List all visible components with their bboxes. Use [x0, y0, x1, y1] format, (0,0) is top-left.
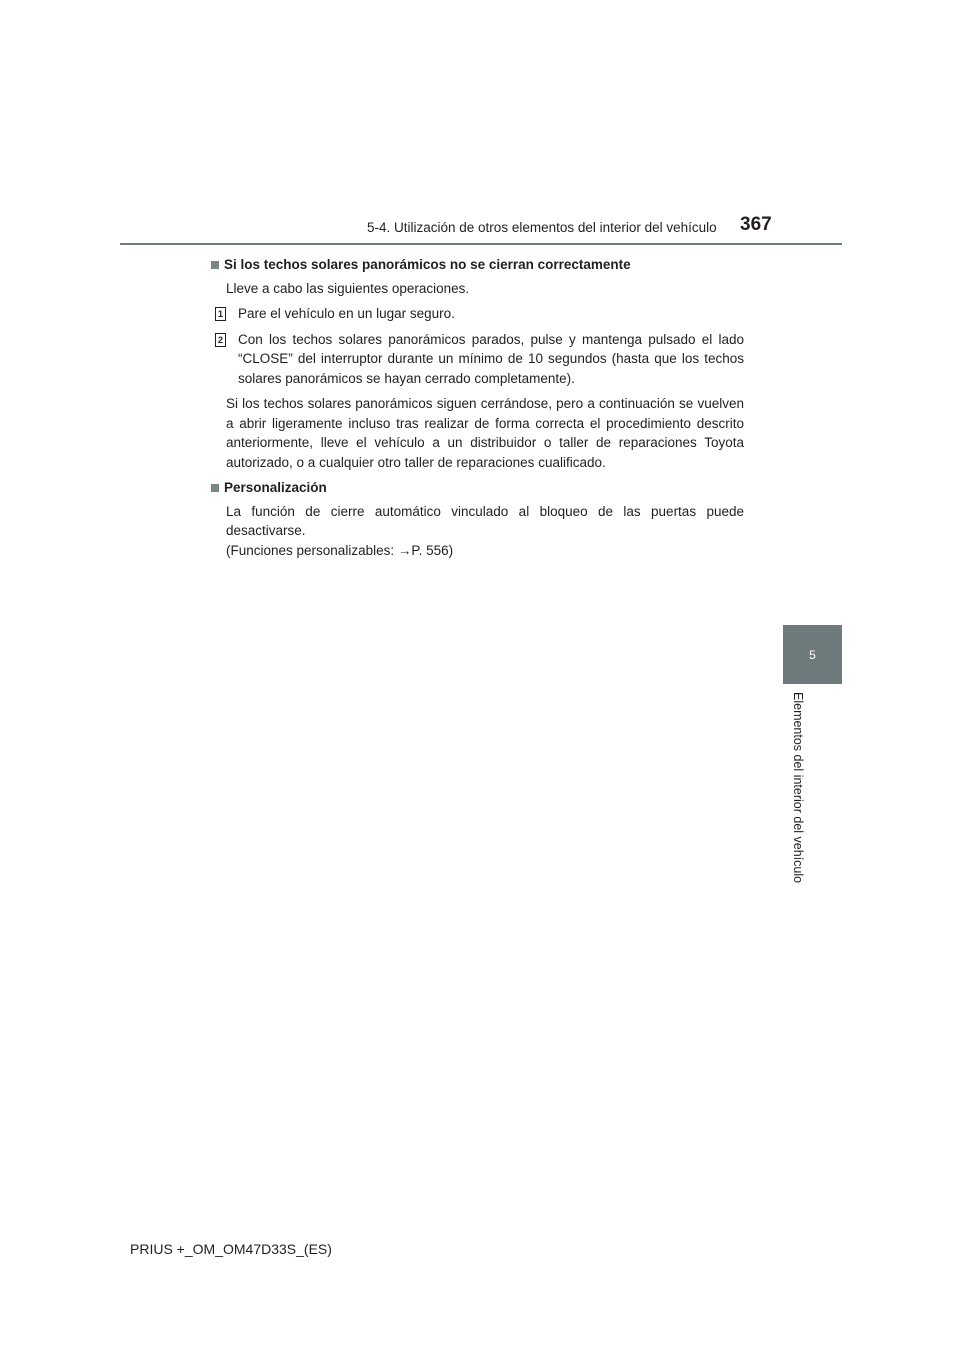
page-content: [211, 255, 744, 566]
chapter-tab: [783, 625, 842, 684]
step-number-badge: 1: [215, 307, 226, 321]
step-item: [215, 330, 744, 389]
section-heading: [211, 478, 744, 498]
chapter-number: 5: [809, 647, 816, 662]
section-intro: Lleve a cabo las siguientes operaciones.: [226, 280, 470, 296]
step-text: Pare el vehículo en un lugar seguro.: [238, 306, 455, 321]
cross-reference: (Funciones personalizables: →P. 556): [226, 542, 454, 558]
step-text: Con los techos solares panorámicos parados, pulse y mantenga pulsado el lado “CLOSE” del interruptor durante un mínimo de 10 segundos (hasta que los techos solares panorámicos se hayan cerrado completamente).: [238, 331, 744, 386]
section-heading-text: Personalización: [224, 480, 327, 495]
section-note: Si los techos solares panorámicos siguen cerrándose, pero a continuación se vuelven a abrir ligeramente incluso tras realizar de forma correcta el procedimiento descrito anteriormente, lleve el vehículo a un distribuidor o taller de reparaciones Toyota autorizado, o a cualquier otro taller de reparaciones cualificado.: [226, 396, 744, 470]
step-number-badge: 2: [215, 333, 226, 347]
section-sunroof-not-closing: [211, 255, 744, 472]
square-bullet-icon: [211, 261, 219, 269]
step-item: [215, 304, 744, 324]
document-code: PRIUS +_OM_OM47D33S_(ES): [130, 1241, 332, 1257]
section-heading: [211, 255, 744, 275]
header-section-title: 5-4. Utilización de otros elementos del interior del vehículo: [367, 220, 717, 235]
chapter-title-vertical: Elementos del interior del vehículo: [791, 692, 805, 884]
square-bullet-icon: [211, 484, 219, 492]
section-body: La función de cierre automático vinculado al bloqueo de las puertas puede desactivarse.: [226, 503, 744, 538]
page-number: 367: [740, 214, 772, 235]
section-personalization: [211, 478, 744, 560]
section-heading-text: Si los techos solares panorámicos no se cierran correctamente: [224, 257, 631, 272]
header-divider: [120, 243, 842, 245]
